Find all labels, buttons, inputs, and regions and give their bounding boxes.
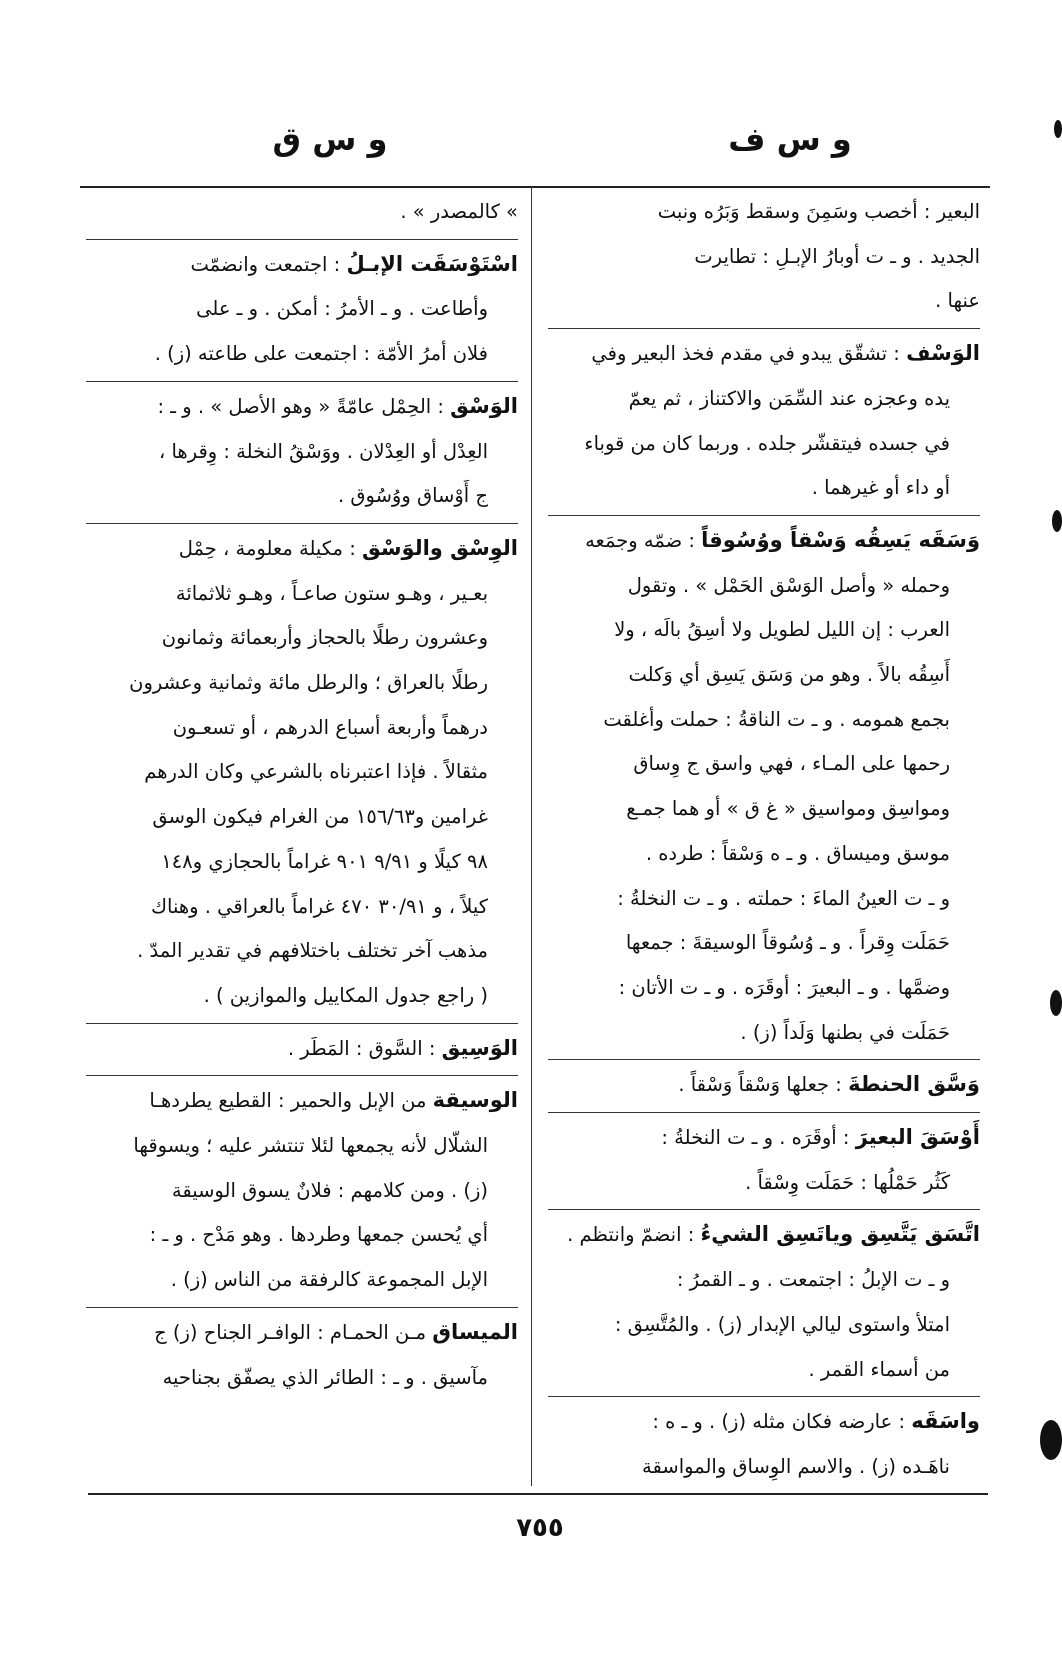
dictionary-entry	[86, 523, 518, 1019]
entry-line	[86, 572, 518, 617]
entry-line	[86, 885, 518, 930]
entry-line	[86, 430, 518, 475]
entry-line	[86, 706, 518, 751]
entry-text: يده وعجزه عند السِّمَن والاكتناز ، ثم يعمّ	[628, 386, 950, 410]
entry-line	[86, 1356, 518, 1401]
entry-text: ( راجع جدول المكاييل والموازين ) .	[203, 983, 488, 1007]
entry-line	[86, 974, 518, 1019]
entry-text: : الحِمْل عامّةً « وهو الأصل » . و ـ :	[157, 394, 444, 418]
margin-ink-mark	[1054, 120, 1062, 138]
entry-line	[548, 966, 980, 1011]
entry-text: عنها .	[935, 289, 980, 313]
entry-line	[548, 921, 980, 966]
entry-text: : أوقَرَه . و ـ ت النخلةُ :	[661, 1126, 850, 1150]
entry-line	[86, 190, 518, 235]
entry-text: » كالمصدر » .	[400, 200, 518, 223]
entry-line	[86, 1310, 518, 1356]
entry-headword: وَسَقَه يَسِقُه وَسْقاً ووُسُوقاً	[701, 527, 980, 552]
entry-headword: الوِسْق والوَسْق	[361, 535, 518, 560]
entry-headword: الوَسْق	[450, 393, 518, 418]
entry-line	[548, 653, 980, 698]
entry-text: من أسماء القمر .	[808, 1357, 950, 1381]
entry-headword: اتَّسَق يَتَّسِق وياتَسِق الشيءُ	[700, 1222, 980, 1247]
entry-text: رحمها على المـاء ، فهي واسق ج وِساق	[633, 752, 950, 776]
entry-line	[548, 1303, 980, 1348]
entry-text: حَمَلَت في بطنها وَلَداً (ز) .	[740, 1020, 950, 1044]
entry-text: بجمع همومه . و ـ ت الناقةُ : حملت وأغلقت	[603, 707, 950, 731]
entry-text: بعـير ، وهـو ستون صاعـاً ، وهـو ثلاثمائة	[175, 581, 488, 605]
entry-line	[548, 1212, 980, 1258]
dictionary-entry	[548, 1396, 980, 1489]
entry-text: كيلاً ، و ٣٠/٩١ ٤٧٠ غراماً بالعراقي . وهناك	[150, 894, 488, 918]
entry-text: العِدْل أو العِدْلان . ووَسْقُ النخلة : وِقرها ،	[159, 439, 488, 463]
entry-text: امتلأ واستوى ليالي الإبدار (ز) . والمُتَّسِق :	[614, 1312, 950, 1336]
entry-line	[548, 1445, 980, 1490]
entry-text: مثقالاً . فإذا اعتبرناه بالشرعي وكان الدرهم	[144, 760, 488, 784]
entry-text: : اجتمعت وانضمّت	[190, 252, 341, 276]
entry-line	[86, 1169, 518, 1214]
column-divider	[531, 186, 532, 1486]
entry-line	[86, 1078, 518, 1124]
right-column-heading: و س ف	[728, 120, 852, 158]
entry-line	[548, 787, 980, 832]
dictionary-entry	[86, 1307, 518, 1400]
entry-text: الإبل المجموعة كالرفقة من الناس (ز) .	[170, 1268, 488, 1292]
entry-text: وضمَّها . و ـ البعيرَ : أوقَرَه . و ـ ت الأتان :	[618, 975, 950, 999]
entry-text: وعشرون رطلًا بالحجاز وأربعمائة وثمانون	[161, 626, 488, 650]
dictionary-entry	[548, 190, 980, 324]
entry-headword: الميساق	[432, 1319, 518, 1344]
entry-text: فلان أمرُ الأمّة : اجتمعت على طاعته (ز) .	[154, 342, 488, 366]
entry-text: : السَّوق : المَطَر .	[287, 1036, 436, 1060]
page-number: ٧٥٥	[516, 1513, 564, 1543]
entry-headword: اسْتَوْسَقَت الإبـلُ	[346, 251, 518, 276]
entry-line	[548, 190, 980, 235]
dictionary-entry	[86, 190, 518, 235]
entry-line	[86, 750, 518, 795]
entry-line	[548, 1161, 980, 1206]
left-column-heading: و س ق	[272, 120, 388, 158]
entry-line	[548, 564, 980, 609]
entry-text: وأطاعت . و ـ الأمرُ : أمكن . و ـ على	[196, 297, 488, 321]
entry-line	[548, 279, 980, 324]
dictionary-entry	[548, 328, 980, 511]
entry-line	[86, 929, 518, 974]
entry-text: حَمَلَت وِقراً . و ـ وُسُوقاً الوسيقةَ : جمعها	[625, 931, 950, 955]
entry-line	[86, 661, 518, 706]
entry-text: العرب : إن الليل لطويل ولا أسِقُ بالَه ، ولا	[614, 618, 950, 642]
entry-text: في جسده فيتقشّر جلده . وربما كان من قوباء	[584, 431, 950, 455]
entry-line	[86, 332, 518, 377]
entry-text: ٩٨ كيلًا و ٩/٩١ ٩٠١ غراماً بالحجازي و١٤٨	[161, 849, 488, 873]
entry-headword: الوسيقة	[432, 1088, 518, 1113]
entry-line	[548, 1399, 980, 1445]
entry-text: البعير : أخصب وسَمِنَ وسقط وَبَرُه ونبت	[657, 200, 980, 223]
entry-text: من الإبل والحمير : القطيع يطردهـا	[149, 1089, 427, 1113]
entry-text: مآسيق . و ـ : الطائر الذي يصفّق بجناحيه	[162, 1365, 488, 1389]
entry-line	[548, 1062, 980, 1108]
entry-line	[548, 1115, 980, 1161]
entry-line	[548, 1258, 980, 1303]
entry-text: أو داء أو غيرهما .	[811, 476, 950, 500]
entry-headword: الوَسْف	[906, 341, 980, 366]
entry-line	[548, 466, 980, 511]
entry-text: درهماً وأربعة أسباع الدرهم ، أو تسعـون	[172, 715, 488, 739]
margin-ink-mark	[1052, 510, 1062, 532]
left-column	[86, 190, 518, 1404]
entry-text: رطلًا بالعراق ؛ والرطل مائة وثمانية وعشرون	[129, 671, 488, 695]
entry-text: مـن الحمـام : الوافـر الجناح (ز) ج	[154, 1320, 427, 1344]
entry-text: و ـ ت العينُ الماءَ : حملته . و ـ ت النخلةُ :	[617, 886, 950, 910]
top-rule	[80, 186, 990, 188]
entry-text: ومواسِق ومواسيق « غ ق » أو هما جمـع	[626, 797, 950, 821]
margin-ink-mark	[1050, 990, 1062, 1016]
dictionary-entry	[86, 381, 518, 519]
entry-line	[86, 1258, 518, 1303]
entry-line	[86, 474, 518, 519]
dictionary-entry	[548, 1059, 980, 1108]
entry-text: الشلّال لأنه يجمعها لئلا تنتشر عليه ؛ ويسوقها	[133, 1134, 488, 1158]
entry-text: مذهب آخر تختلف باختلافهم في تقدير المدّ .	[137, 939, 488, 963]
right-column	[548, 190, 980, 1494]
entry-headword: وَسَّق الحنطةَ	[848, 1072, 980, 1097]
entry-text: : جعلها وَسْقاً وَسْقاً .	[678, 1073, 842, 1097]
entry-line	[86, 1124, 518, 1169]
entry-line	[548, 832, 980, 877]
entry-line	[86, 1213, 518, 1258]
entry-headword: الوَسِيق	[441, 1035, 518, 1060]
entry-line	[548, 1348, 980, 1393]
entry-text: ج أَوْساق ووُسُوق .	[337, 484, 488, 508]
dictionary-entry	[548, 515, 980, 1055]
dictionary-entry	[86, 1075, 518, 1303]
dictionary-entry	[548, 1209, 980, 1392]
entry-line	[548, 422, 980, 467]
dictionary-entry	[86, 1023, 518, 1072]
entry-text: : ضمّه وجمَعه	[585, 528, 695, 552]
entry-line	[548, 1011, 980, 1056]
entry-text: غرامين و١٥٦/٦٣ من الغرام فيكون الوسق	[152, 805, 488, 829]
entry-text: وحمله « وأصل الوَسْق الحَمْل » . وتقول	[627, 573, 950, 597]
entry-text: : انضمّ وانتظم .	[567, 1223, 695, 1247]
entry-text: : عارضه فكان مثله (ز) . و ـ ه :	[652, 1410, 906, 1434]
entry-line	[86, 616, 518, 661]
entry-text: موسق وميساق . و ـ ه وَسْقاً : طرده .	[645, 841, 950, 865]
entry-line	[548, 518, 980, 564]
entry-text: ناهَـده (ز) . والاسم الوِساق والمواسقة	[642, 1454, 950, 1478]
entry-line	[548, 742, 980, 787]
margin-ink-mark	[1040, 1420, 1062, 1460]
entry-text: و ـ ت الإبلُ : اجتمعت . و ـ القمرُ :	[676, 1268, 950, 1292]
entry-headword: أَوْسَقَ البعيرَ	[855, 1125, 980, 1150]
entry-line	[86, 384, 518, 430]
entry-line	[548, 235, 980, 280]
entry-line	[548, 877, 980, 922]
entry-text: : مكيلة معلومة ، حِمْل	[178, 536, 356, 560]
entry-line	[548, 698, 980, 743]
entry-line	[548, 331, 980, 377]
entry-text: الجديد . و ـ ت أوبارُ الإبـلِ : تطايرت	[694, 244, 980, 268]
entry-line	[86, 526, 518, 572]
entry-line	[86, 242, 518, 288]
entry-line	[86, 1026, 518, 1072]
entry-text: أَسِقُه بالاً . وهو من وَسَق يَسِق أي وَكلت	[628, 663, 950, 687]
entry-line	[86, 287, 518, 332]
entry-text: أي يُحسن جمعها وطردها . وهو مَدْح . و ـ :	[149, 1223, 488, 1247]
entry-text: كَثُر حَمْلُها : حَمَلَت وِسْقاً .	[745, 1170, 950, 1194]
dictionary-entry	[86, 239, 518, 377]
dictionary-entry	[548, 1112, 980, 1205]
entry-text: : تشقّق يبدو في مقدم فخذ البعير وفي	[591, 342, 900, 366]
entry-headword: واسَقَه	[911, 1409, 980, 1434]
entry-text: (ز) . ومن كلامهم : فلانٌ يسوق الوسيقة	[171, 1178, 488, 1202]
entry-line	[548, 377, 980, 422]
entry-line	[86, 795, 518, 840]
entry-line	[86, 840, 518, 885]
entry-line	[548, 608, 980, 653]
